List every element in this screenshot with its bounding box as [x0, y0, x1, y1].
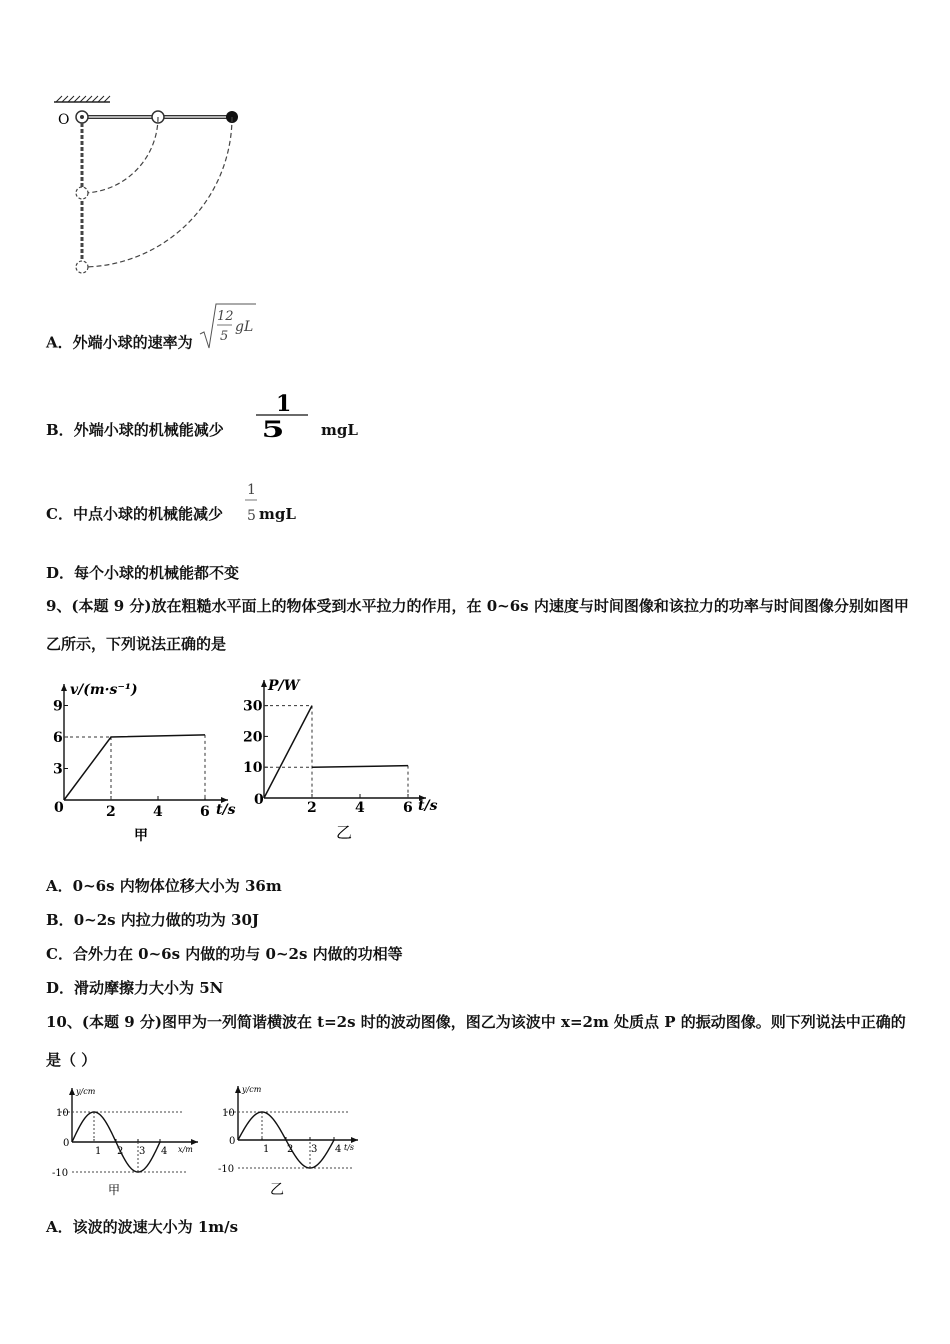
wave-chart [46, 1080, 206, 1200]
q9-option-a [46, 876, 282, 896]
ceiling-hatch [56, 96, 110, 102]
x-tick-label: 4 [355, 800, 365, 816]
x-tick-label: 4 [161, 1146, 168, 1157]
option-text: 每个小球的机械能都不变 [74, 564, 240, 582]
fraction-denominator: 5 [247, 508, 256, 524]
q9-option-b [46, 910, 259, 930]
option-text: 合外力在 0~6s 内做的功与 0~2s 内做的功相等 [72, 945, 403, 963]
q8-option-c [46, 504, 223, 524]
chart-caption: 乙 [270, 1182, 284, 1198]
y-tick-label: -10 [52, 1168, 69, 1179]
vibration-chart [212, 1078, 372, 1200]
y-axis-arrow [261, 680, 267, 687]
x-axis-label: t/s [216, 802, 236, 818]
y-axis-arrow [235, 1086, 241, 1093]
pivot-dot [80, 115, 84, 119]
option-letter: B． [46, 911, 74, 929]
x-tick-label: 1 [263, 1144, 270, 1155]
q8-option-b-unit: mgL [321, 421, 358, 439]
chart-caption: 甲 [108, 1183, 121, 1197]
chart-caption: 甲 [134, 828, 148, 844]
origin-label: 0 [54, 800, 64, 816]
x-axis-label: t/s [344, 1143, 355, 1152]
y-axis-arrow [61, 684, 67, 691]
x-tick-label: 3 [311, 1144, 318, 1155]
sqrt-symbol [198, 300, 258, 352]
middle-ball-arc [82, 117, 158, 193]
y-axis-label: y/cm [76, 1087, 96, 1096]
y-tick-label: 20 [243, 729, 263, 746]
y-axis-arrow [69, 1088, 75, 1095]
middle-ball-end [76, 187, 88, 199]
y-tick-label: 10 [243, 760, 263, 777]
q8-option-b [46, 420, 224, 440]
fraction-c [243, 478, 259, 524]
series-line [64, 735, 205, 800]
option-text: 0~2s 内拉力做的功为 30J [73, 911, 259, 929]
y-tick-label: 30 [243, 698, 263, 715]
x-tick-label: 1 [95, 1146, 102, 1157]
y-tick-label: 10 [56, 1108, 69, 1119]
fraction-b [254, 394, 310, 440]
y-axis-label: y/cm [242, 1085, 262, 1094]
x-axis-label: t/s [418, 798, 438, 814]
q9-option-d [46, 978, 223, 998]
outer-ball-arc [82, 117, 232, 267]
option-text: 外端小球的速率为 [72, 333, 193, 352]
fraction-denominator: 5 [261, 416, 285, 440]
velocity-time-chart [46, 672, 246, 847]
option-letter: A． [46, 1218, 73, 1236]
option-letter: B． [46, 421, 74, 439]
x-tick-label: 2 [287, 1144, 294, 1155]
x-tick-label: 3 [139, 1146, 146, 1157]
rod-pendulum-figure [46, 92, 256, 282]
series-ramp [264, 706, 312, 798]
q10-option-a [46, 1217, 238, 1237]
option-text: 该波的波速大小为 1m/s [72, 1218, 239, 1236]
q9-stem: 9、(本题 9 分)放在粗糙水平面上的物体受到水平拉力的作用，在 0~6s 内速度与时间图像和该拉力的功率与时间图像分别如图甲乙所示，下列说法正确的是 [46, 597, 909, 653]
q8-option-c-unit: mgL [259, 505, 296, 523]
option-letter: A． [46, 877, 73, 895]
option-letter: D． [46, 564, 75, 582]
origin-label: 0 [254, 792, 264, 808]
y-tick-label: 9 [53, 698, 63, 715]
q8-option-a [46, 309, 258, 357]
x-tick-label: 6 [200, 804, 210, 820]
fraction-numerator: 1 [276, 394, 292, 417]
power-time-chart [238, 672, 448, 847]
option-text: 外端小球的机械能减少 [73, 421, 224, 439]
y-tick-label: 0 [63, 1138, 70, 1149]
sqrt-expression [198, 300, 258, 357]
sqrt-numerator: 12 [216, 309, 234, 324]
option-text: 中点小球的机械能减少 [72, 505, 223, 523]
x-tick-label: 2 [106, 804, 116, 820]
y-tick-label: 0 [229, 1136, 236, 1147]
fraction-numerator: 1 [247, 482, 256, 498]
y-tick-label: 3 [53, 761, 63, 778]
pivot-label: O [58, 112, 70, 128]
x-tick-label: 6 [403, 800, 413, 816]
y-tick-label: -10 [218, 1164, 235, 1175]
chart-caption: 乙 [336, 823, 353, 842]
y-tick-label: 10 [222, 1108, 235, 1119]
sqrt-variable: gL [234, 319, 254, 335]
x-tick-label: 4 [153, 804, 163, 820]
outer-ball-end [76, 261, 88, 273]
option-letter: A． [46, 333, 73, 352]
q8-option-d [46, 563, 239, 583]
x-tick-label: 2 [117, 1146, 124, 1157]
y-tick-label: 6 [53, 730, 63, 746]
option-text: 0~6s 内物体位移大小为 36m [72, 877, 282, 895]
option-letter: D． [46, 979, 75, 997]
y-axis-label: P/W [268, 678, 300, 694]
option-text: 滑动摩擦力大小为 5N [74, 979, 224, 997]
q9-option-c [46, 944, 403, 964]
y-axis-label: v/(m·s⁻¹) [70, 682, 138, 698]
sqrt-denominator: 5 [219, 329, 229, 344]
x-tick-label: 2 [307, 800, 317, 816]
x-tick-label: 4 [335, 1144, 342, 1155]
q10-stem: 10、(本题 9 分)图甲为一列简谐横波在 t=2s 时的波动图像，图乙为该波中 x=2m 处质点 P 的振动图像。则下列说法中正确的是（ ） [46, 1013, 906, 1069]
option-letter: C． [46, 505, 73, 523]
x-axis-label: x/m [178, 1145, 193, 1154]
series-flat [312, 766, 408, 768]
option-letter: C． [46, 945, 73, 963]
